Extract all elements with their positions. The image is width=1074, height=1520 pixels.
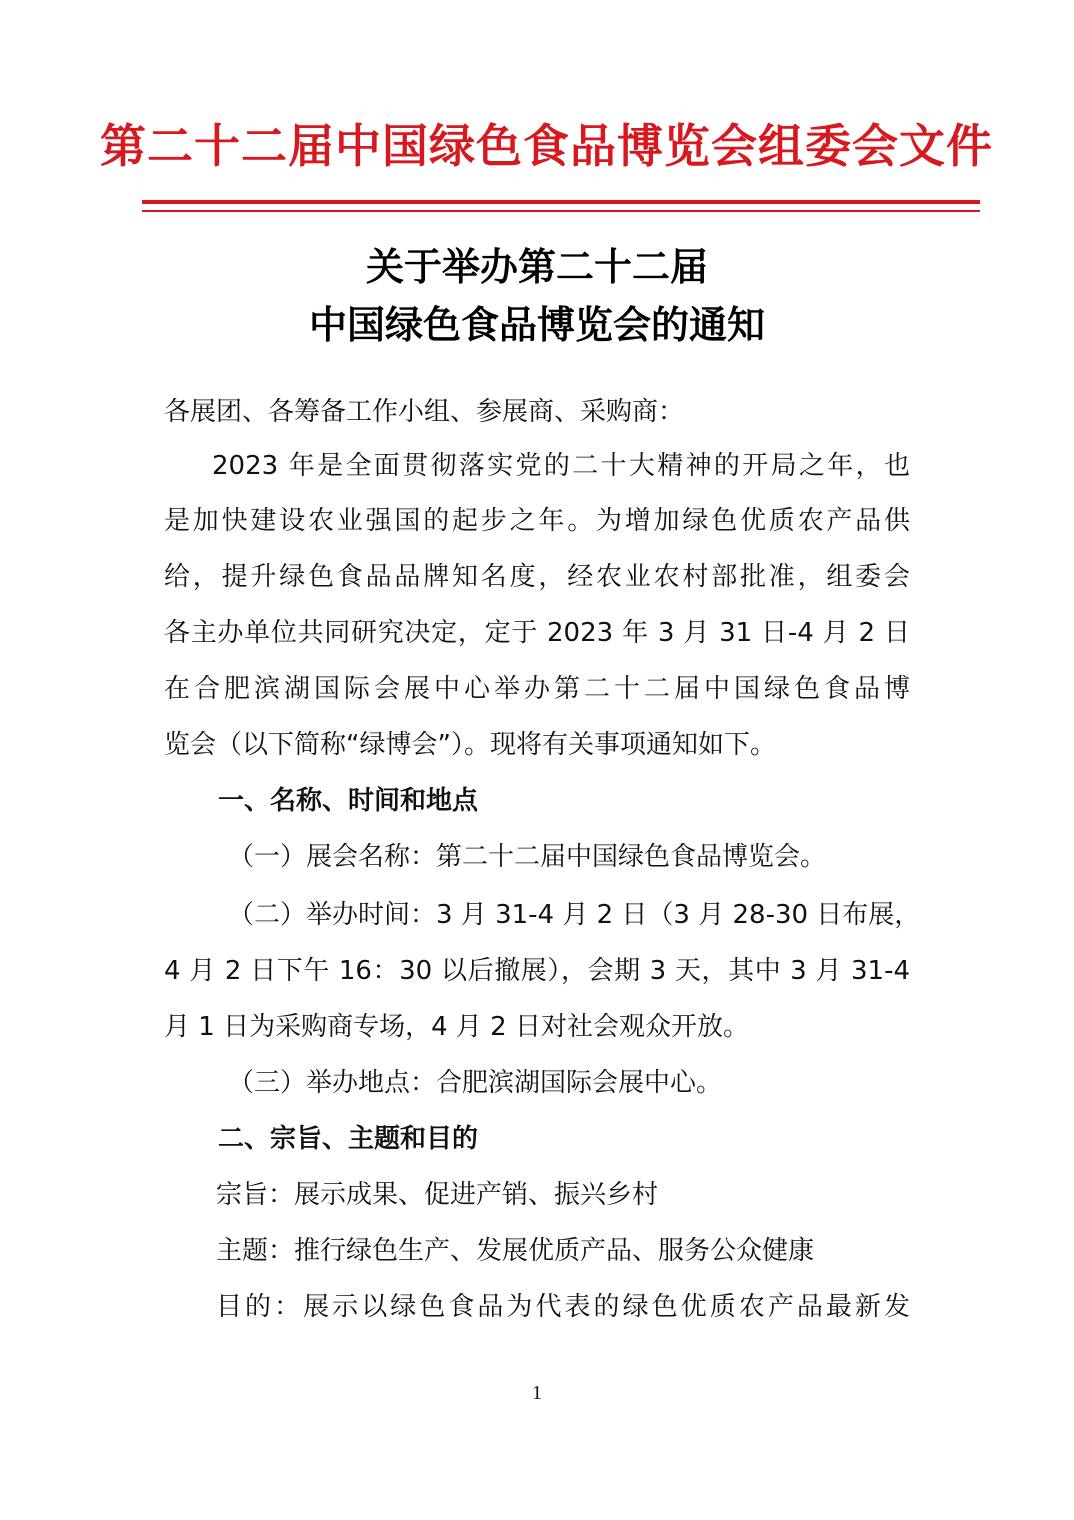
intro-line: 各主办单位共同研究决定，定于 2023 年 3 月 31 日-4 月 2 日 <box>164 618 910 648</box>
intro-line: 览会（以下简称“绿博会”）。现将有关事项通知如下。 <box>164 730 776 760</box>
salutation: 各展团、各筹备工作小组、参展商、采购商： <box>164 397 685 427</box>
section-2-heading: 二、宗旨、主题和目的 <box>218 1124 479 1154</box>
notice-title-line-2: 中国绿色食品博览会的通知 <box>308 302 765 347</box>
section-2-purpose: 宗旨：展示成果、促进产销、振兴乡村 <box>216 1180 659 1210</box>
section-1-item-2-line: 4 月 2 日下午 16：30 以后撤展），会期 3 天，其中 3 月 31-4 <box>164 956 910 986</box>
section-1-item-1: （一）展会名称：第二十二届中国绿色食品博览会。 <box>228 842 827 872</box>
intro-line: 是加快建设农业强国的起步之年。为增加绿色优质农产品供 <box>164 506 910 536</box>
intro-line: 在合肥滨湖国际会展中心举办第二十二届中国绿色食品博 <box>164 674 910 704</box>
page-number: 1 <box>532 1382 542 1404</box>
org-document-header: 第二十二届中国绿色食品博览会组委会文件 <box>100 119 993 173</box>
intro-line: 2023 年是全面贯彻落实党的二十大精神的开局之年，也 <box>212 451 910 481</box>
section-2-theme: 主题：推行绿色生产、发展优质产品、服务公众健康 <box>216 1236 815 1266</box>
section-1-item-2-line: （二）举办时间：3 月 31-4 月 2 日（3 月 28-30 日布展， <box>228 900 921 930</box>
header-rule-thick <box>142 200 980 204</box>
section-2-goal: 目的：展示以绿色食品为代表的绿色优质农产品最新发 <box>216 1292 910 1322</box>
intro-line: 给，提升绿色食品品牌知名度，经农业农村部批准，组委会 <box>164 562 910 592</box>
notice-title-line-1: 关于举办第二十二届 <box>365 244 708 289</box>
section-1-item-2-line: 月 1 日为采购商专场，4 月 2 日对社会观众开放。 <box>164 1012 749 1042</box>
section-1-item-3: （三）举办地点：合肥滨湖国际会展中心。 <box>228 1068 723 1098</box>
header-rule-thin <box>142 210 980 212</box>
section-1-heading: 一、名称、时间和地点 <box>218 786 479 816</box>
